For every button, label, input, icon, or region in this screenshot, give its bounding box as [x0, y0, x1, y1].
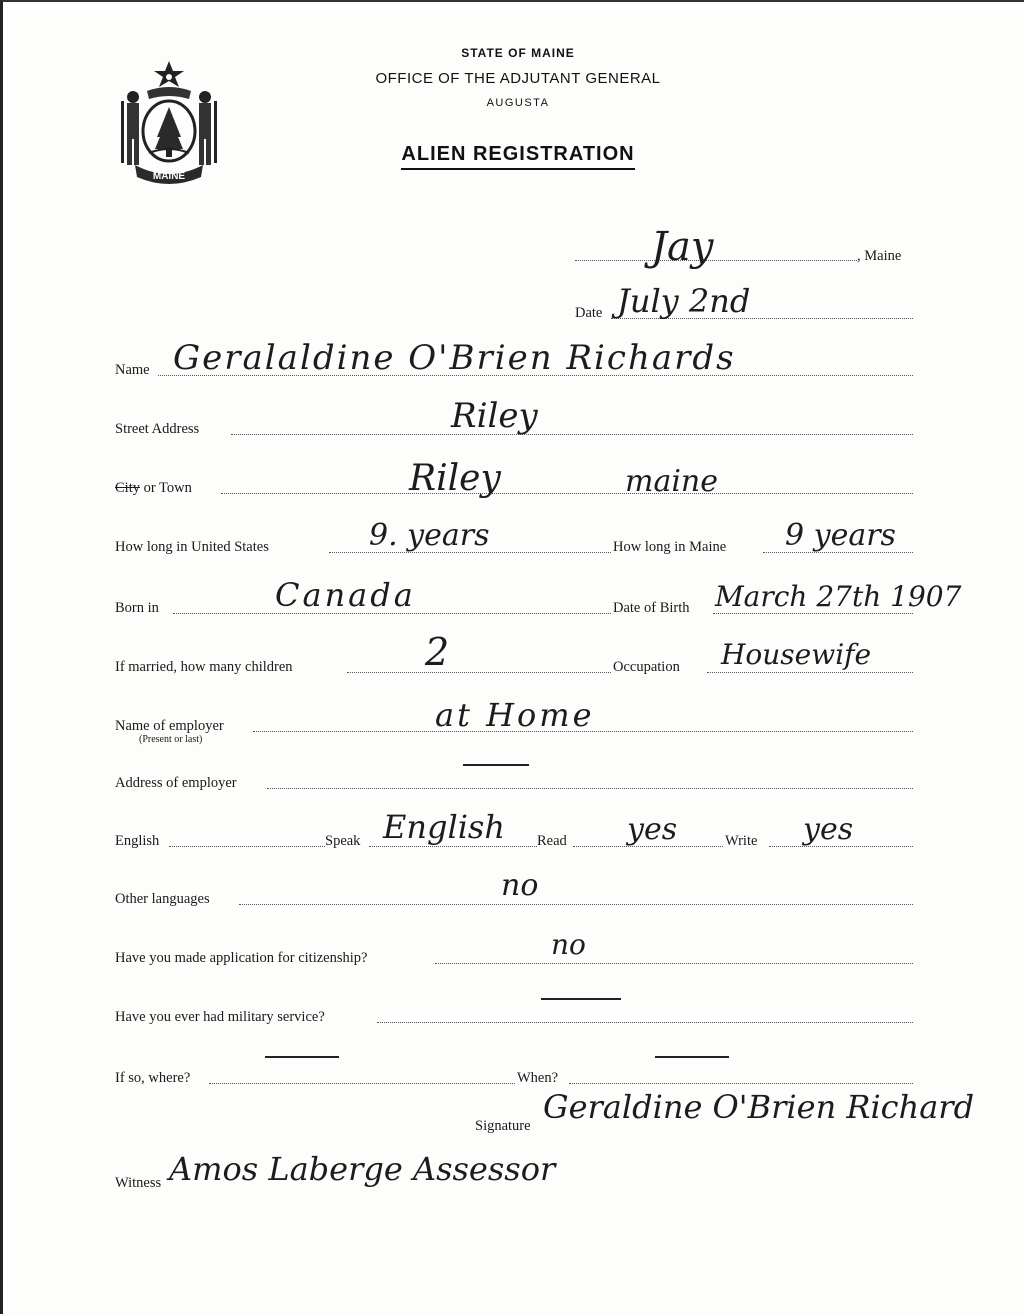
or-town-label: or Town [139, 480, 192, 496]
military-line [377, 1022, 913, 1023]
speak-label: Speak [325, 833, 361, 849]
citizenship-line [435, 963, 913, 964]
witness-entry: Amos Laberge Assessor [169, 1150, 556, 1188]
office-heading: OFFICE OF THE ADJUTANT GENERAL [375, 70, 661, 87]
born-in-entry: Canada [275, 576, 416, 614]
when-line [569, 1083, 913, 1084]
write-label: Write [725, 833, 758, 849]
when-dash [655, 1056, 729, 1058]
other-languages-line [239, 904, 913, 905]
city-town-entry-1: Riley [409, 458, 501, 499]
town-line [575, 260, 857, 261]
how-long-maine-label: How long in Maine [613, 539, 727, 555]
citizenship-label: Have you made application for citizenship? [115, 950, 368, 966]
city-label-struck: City [115, 480, 140, 496]
date-of-birth-entry: March 27th 1907 [715, 580, 962, 613]
name-entry: Geralaldine O'Brien Richards [173, 338, 736, 378]
other-languages-entry: no [501, 868, 539, 903]
date-of-birth-line [713, 613, 913, 614]
children-line [347, 672, 611, 673]
state-heading: STATE OF MAINE [461, 46, 575, 60]
street-address-label: Street Address [115, 421, 200, 437]
form-title [303, 143, 733, 170]
employer-note-label: (Present or last) [139, 734, 203, 745]
date-label: Date [575, 305, 603, 321]
how-long-maine-entry: 9 years [785, 518, 896, 553]
employer-name-label: Name of employer [115, 718, 224, 734]
born-in-label: Born in [115, 600, 159, 616]
write-entry: yes [803, 812, 854, 847]
signature-entry: Geraldine O'Brien Richard [543, 1088, 975, 1126]
children-label: If married, how many children [115, 659, 293, 675]
seal-banner-text: MAINE [152, 171, 186, 182]
how-long-us-entry: 9. years [369, 518, 490, 553]
when-label: When? [517, 1070, 559, 1086]
occupation-line [707, 672, 913, 673]
city-town-label [115, 480, 192, 497]
town-entry: Jay [651, 224, 714, 270]
occupation-entry: Housewife [721, 638, 872, 671]
employer-address-label: Address of employer [115, 775, 237, 791]
citizenship-entry: no [551, 928, 586, 961]
read-label: Read [537, 833, 567, 849]
other-languages-label: Other languages [115, 891, 210, 907]
state-seal-icon [113, 57, 225, 187]
date-of-birth-label: Date of Birth [613, 600, 690, 616]
military-dash [541, 998, 621, 1000]
children-entry: 2 [425, 630, 450, 674]
where-dash [265, 1056, 339, 1058]
city-town-line [221, 493, 913, 494]
read-entry: yes [627, 812, 678, 847]
maine-label: , Maine [857, 248, 902, 264]
speak-entry: English [383, 808, 505, 846]
signature-label: Signature [475, 1118, 531, 1134]
street-address-entry: Riley [451, 396, 538, 436]
occupation-label: Occupation [613, 659, 680, 675]
english-label: English [115, 833, 160, 849]
employer-address-dash [463, 764, 529, 766]
english-line [169, 846, 325, 847]
military-label: Have you ever had military service? [115, 1009, 325, 1025]
form-title-text: ALIEN REGISTRATION [401, 143, 634, 170]
witness-label: Witness [115, 1175, 162, 1191]
city-heading: AUGUSTA [486, 97, 550, 109]
speak-line [369, 846, 537, 847]
street-address-line [231, 434, 913, 435]
how-long-us-label: How long in United States [115, 539, 269, 555]
city-town-entry-2: maine [625, 464, 719, 499]
employer-address-line [267, 788, 913, 789]
if-so-where-label: If so, where? [115, 1070, 191, 1086]
name-label: Name [115, 362, 150, 378]
date-entry: July 2nd [617, 282, 751, 320]
employer-name-entry: at Home [435, 696, 595, 734]
if-so-where-line [209, 1083, 515, 1084]
